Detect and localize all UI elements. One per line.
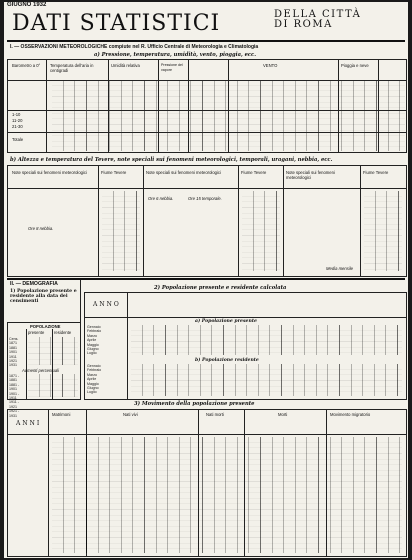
sub-residente: b) Popolazione residente (195, 358, 259, 363)
note-temporale: Ore 15 temporale. (188, 196, 222, 201)
issue-label: GIUGNO 1932 (7, 2, 47, 8)
meteo-table-b (7, 165, 407, 277)
note-nebbia-1: Ore 6 nebbia. (148, 196, 174, 201)
row-11-20: 11-20 (12, 118, 23, 123)
row-21-30: 21-30 (12, 124, 23, 129)
pop-residente-grid (131, 364, 402, 396)
section-meteo-heading: I. — OSSERVAZIONI METEOROLOGICHE compiute nel R. Ufficio Centrale di Meteorologia e Climatologia (10, 44, 259, 50)
months-residente: Gennaio Febbraio Marzo Aprile Maggio Giugno Luglio (87, 364, 102, 395)
census-values-grid (28, 337, 78, 365)
col-umidita: Umidità relativa (111, 63, 140, 68)
page-title: DATI STATISTICI (12, 11, 221, 36)
tevere-grid-2 (242, 191, 280, 271)
sub-presente: a) Popolazione presente (195, 319, 257, 324)
col-pioggia: Pioggia e neve (341, 63, 369, 68)
col-migratorio: Movimento migratorio (330, 412, 371, 417)
anno-label: ANNO (93, 301, 121, 308)
anni-label: ANNI (16, 420, 42, 427)
col-morti: Morti (278, 412, 288, 417)
section-b-heading: b) Altezza e temperatura del Tevere, note speciali sui fenomeni meteorologici, temporali, uragani, nebbia, ecc. (10, 157, 333, 163)
tevere-grid-1 (102, 191, 140, 271)
months-presente: Gennaio Febbraio Marzo Aprile Maggio Giugno Luglio (87, 325, 102, 356)
movement-grid (52, 437, 402, 553)
pop-calc-table (84, 292, 407, 400)
movement-title: 3) Movimento della popolazione presente (134, 401, 255, 407)
col-tevere-1: Fiume Tevere (101, 170, 127, 175)
col-vapore: Pressione del vapore (161, 63, 183, 72)
increment-values-grid (28, 374, 78, 397)
pop-subcol-residente: residente (54, 330, 72, 335)
pop-census-title: 1) Popolazione presente e residente alla data dei censimenti (10, 289, 77, 305)
meteo-table-a (7, 59, 407, 153)
col-note-2: Note speciali sui fenomeni meteorologici (146, 170, 221, 175)
tevere-grid-3 (364, 191, 402, 271)
increment-years: 1871 - 1881 1881 - 1901 1901 - 1911 1911 - 1921 1921 - 1931 (9, 374, 20, 418)
increment-label: Aumenti percentuali (22, 368, 60, 373)
note-nebbia-2: Ore 8 nebbia. (28, 226, 54, 231)
movement-table (7, 409, 407, 557)
col-note-1: Note speciali sui fenomeni meteorologici (12, 170, 87, 175)
col-tevere-3: Fiume Tevere (363, 170, 389, 175)
col-matrimoni: Matrimoni (52, 412, 71, 417)
col-tevere-2: Fiume Tevere (241, 170, 267, 175)
census-years: Cens. 1871 1881 1901 1911 1921 1931 (9, 337, 19, 368)
col-nati-morti: Nati morti (206, 412, 224, 417)
section-a-heading: a) Pressione, temperatura, umidità, vento, pioggia, ecc. (94, 52, 257, 58)
pop-col-header: POPOLAZIONE (30, 324, 61, 329)
row-1-10: 1-10 (12, 112, 21, 117)
document-page (4, 2, 408, 558)
col-note-3: Note speciali sui fenomeni meteorologici (286, 170, 335, 180)
section-demografia-heading: II. — DEMOGRAFIA (10, 281, 58, 287)
col-nati-vivi: Nati vivi (123, 412, 138, 417)
page-subtitle: DELLA CITTÀ DI ROMA (274, 9, 362, 30)
col-vento: VENTO (263, 63, 278, 68)
col-temperatura: Temperatura dell'aria in centigradi (50, 63, 94, 73)
pop-presente-grid (131, 325, 402, 355)
col-barometro: Barometro a 0° (12, 63, 41, 68)
header-rule (7, 40, 405, 42)
pop-subcol-presente: presente (28, 330, 45, 335)
pop-calc-title: 2) Popolazione presente e residente calcolata (154, 285, 287, 291)
media-mensile-label: Media mensile (326, 266, 353, 271)
row-totale: Totale (12, 137, 24, 142)
